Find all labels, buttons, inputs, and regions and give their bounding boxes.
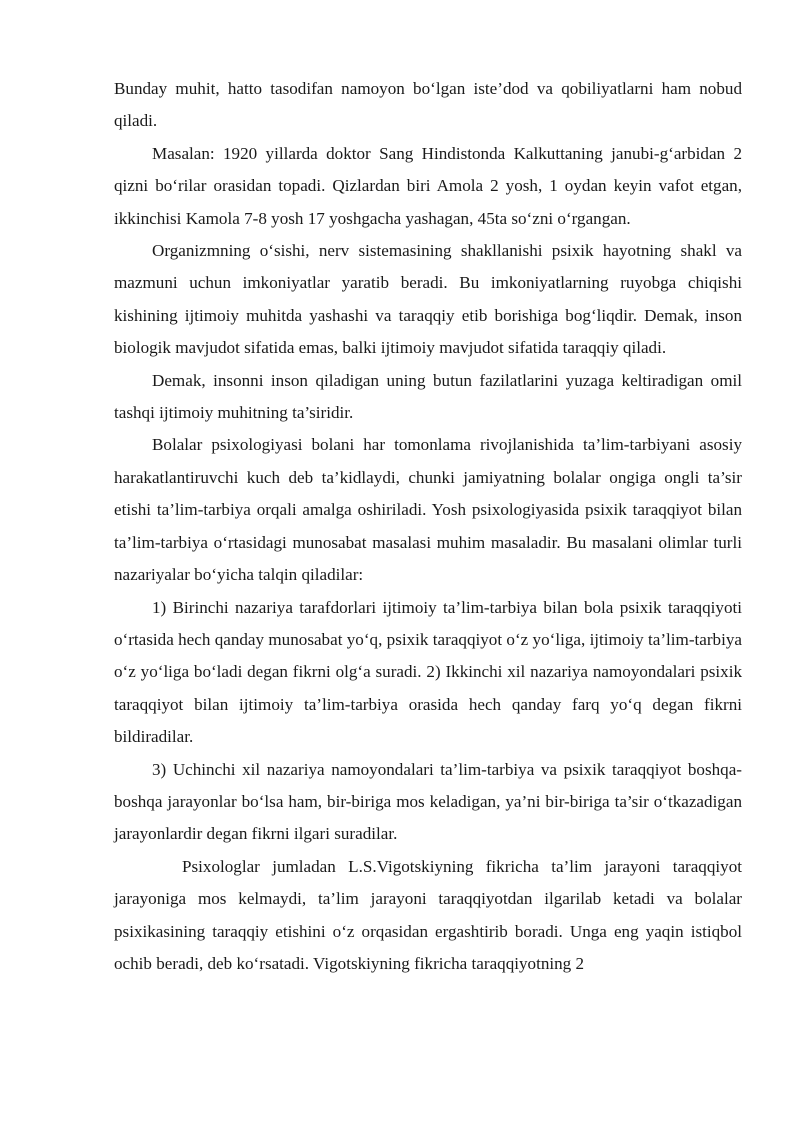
paragraph-3: Organizmning o‘sishi, nerv sistemasining shakllanishi psixik hayotning shakl va mazmuni uchun imkoniyatlar yaratib beradi. Bu imkoniyatlarning ruyobga chiqishi kishining ijtimoiy muhitda yashashi va taraqqiy etib borishiga bog‘liqdir. Demak, inson biologik mavjudot sifatida emas, balki ijtimoiy mavjudot sifatida taraqqiy qiladi. xyxy=(114,241,742,358)
paragraph-1: Bunday muhit, hatto tasodifan namoyon bo‘lgan iste’dod va qobiliyatlarni ham nobud qiladi. xyxy=(114,79,742,131)
paragraph-5: Bolalar psixologiyasi bolani har tomonlama rivojlanishida ta’lim-tarbiyani asosiy harakatlantiruvchi kuch deb ta’kidlaydi, chunki jamiyatning bolalar ongiga ongli ta’sir etishi ta’lim-tarbiya orqali amalga oshiriladi. Yosh psixologiyasida psixik taraqqiyot bilan ta’lim-tarbiya o‘rtasidagi munosabat masalasi muhim masaladir. Bu masalani olimlar turli nazariyalar bo‘yicha talqin qiladilar: xyxy=(114,435,742,585)
paragraph-2: Masalan: 1920 yillarda doktor Sang Hindistonda Kalkuttaning janubi-g‘arbidan 2 qizni bo‘rilar orasidan topadi. Qizlardan biri Amola 2 yosh, 1 oydan keyin vafot etgan, ikkinchisi Kamola 7-8 yosh 17 yoshgacha yashagan, 45ta so‘zni o‘rgangan. xyxy=(114,143,742,228)
paragraph-4: Demak, insonni inson qiladigan uning butun fazilatlarini yuzaga keltiradigan omil tashqi ijtimoiy muhitning ta’siridir. xyxy=(114,370,742,423)
paragraph-6: 1) Birinchi nazariya tarafdorlari ijtimoiy ta’lim-tarbiya bilan bola psixik taraqqiyoti o‘rtasida hech qanday munosabat yo‘q, psixik taraqqiyot o‘z yo‘liga, ijtimoiy ta’lim-tarbiya o‘z yo‘liga bo‘ladi degan fikrni olg‘a suradi. 2) Ikkinchi xil nazariya namoyondalari psixik taraqqiyot bilan ijtimoiy ta’lim-tarbiya orasida hech qanday farq yo‘q degan fikrni bildiradilar. xyxy=(114,597,742,747)
paragraph-7: 3) Uchinchi xil nazariya namoyondalari ta’lim-tarbiya va psixik taraqqiyot boshqa-boshqa jarayonlar bo‘lsa ham, bir-biriga mos keladigan, ya’ni bir-biriga ta’sir o‘tkazadigan jarayonlardir degan fikrni ilgari suradilar. xyxy=(114,759,742,844)
paragraph-8: Psixologlar jumladan L.S.Vigotskiyning fikricha ta’lim jarayoni taraqqiyot jarayoniga mos kelmaydi, ta’lim jarayoni taraqqiyotdan ilgarilab ketadi va bolalar psixikasining taraqqiy etishini o‘z orqasidan ergashtirib boradi. Unga eng yaqin istiqbol ochib beradi, deb ko‘rsatadi. Vigotskiyning fikricha taraqqiyotning 2 xyxy=(114,856,742,973)
